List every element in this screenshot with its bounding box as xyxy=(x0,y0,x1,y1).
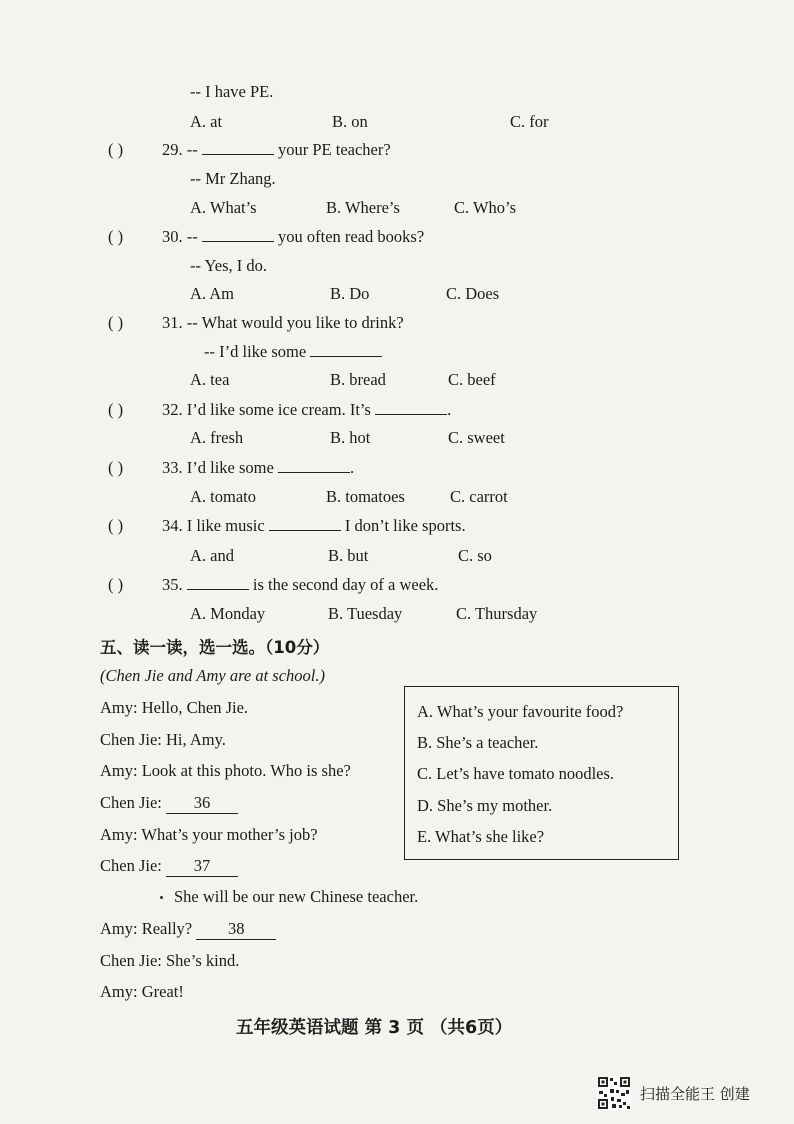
choice-c: C. Let’s have tomato noodles. xyxy=(417,764,615,783)
dialogue-line-3: Amy: Look at this photo. Who is she? xyxy=(100,761,351,780)
q31-option-a: A. tea xyxy=(190,370,230,389)
q32-stem xyxy=(162,400,451,420)
q34-stem-text: 34. I like music xyxy=(162,516,265,535)
q30-answer-paren[interactable]: ( ) xyxy=(108,227,124,246)
ink-dot xyxy=(160,896,163,899)
choice-d: D. She’s my mother. xyxy=(417,796,553,815)
q29-blank[interactable] xyxy=(202,140,274,155)
dialogue-line-4 xyxy=(100,793,238,814)
q33-stem-text: 33. I’d like some xyxy=(162,458,274,477)
q30-stem xyxy=(162,227,424,247)
q32-period: . xyxy=(447,400,452,419)
q35-option-c: C. Thursday xyxy=(456,604,538,623)
q31-option-c: C. beef xyxy=(448,370,496,389)
q28-option-c: C. for xyxy=(510,112,549,131)
answer-choices-box xyxy=(404,686,679,860)
q33-option-a: A. tomato xyxy=(190,487,256,506)
q33-blank[interactable] xyxy=(278,458,350,473)
q30-option-b: B. Do xyxy=(330,284,370,303)
q28-option-a: A. at xyxy=(190,112,223,131)
dialogue-speaker: Amy: Really? xyxy=(100,919,193,938)
dialogue-line-6 xyxy=(100,856,238,877)
q35-stem-text: is the second day of a week. xyxy=(252,575,439,594)
q34-option-b: B. but xyxy=(328,546,369,565)
bleed-through-text xyxy=(460,250,463,266)
scanner-watermark-label: 扫描全能王 创建 xyxy=(640,1085,750,1103)
q34-blank[interactable] xyxy=(269,516,341,531)
q29-option-c: C. Who’s xyxy=(454,198,517,217)
q31-answer-paren[interactable]: ( ) xyxy=(108,313,124,332)
q32-stem-text: 32. I’d like some ice cream. It’s xyxy=(162,400,371,419)
dialogue-line-5: Amy: What’s your mother’s job? xyxy=(100,825,318,844)
q35-answer-paren[interactable]: ( ) xyxy=(108,575,124,594)
q33-option-b: B. tomatoes xyxy=(326,487,405,506)
q31-option-b: B. bread xyxy=(330,370,386,389)
page-footer: 五年级英语试题 第 3 页 （共6页） xyxy=(236,1018,513,1038)
q30-number: 30. -- xyxy=(162,227,198,246)
q35-option-b: B. Tuesday xyxy=(328,604,403,623)
q32-blank[interactable] xyxy=(375,400,447,415)
q34-option-c: C. so xyxy=(458,546,492,565)
q31-blank[interactable] xyxy=(310,342,382,357)
choice-a: A. What’s your favourite food? xyxy=(417,702,624,721)
q34-stem-tail: I don’t like sports. xyxy=(344,516,466,535)
q30-option-a: A. Am xyxy=(190,284,235,303)
q32-answer-paren[interactable]: ( ) xyxy=(108,400,124,419)
q29-number: 29. -- xyxy=(162,140,198,159)
q33-stem xyxy=(162,458,354,478)
q34-answer-paren[interactable]: ( ) xyxy=(108,516,124,535)
q29-stem-text: your PE teacher? xyxy=(278,140,391,159)
dialogue-speaker: Chen Jie: xyxy=(100,856,162,875)
section-5-title: 五、读一读，选一选。（10分） xyxy=(100,638,330,657)
q31-reply xyxy=(204,342,382,362)
q29-reply: -- Mr Zhang. xyxy=(190,169,276,188)
q30-option-c: C. Does xyxy=(446,284,500,303)
dialogue-line-7: She will be our new Chinese teacher. xyxy=(174,887,419,906)
q32-option-b: B. hot xyxy=(330,428,371,447)
q33-option-c: C. carrot xyxy=(450,487,508,506)
q35-number: 35. xyxy=(162,575,183,594)
q33-answer-paren[interactable]: ( ) xyxy=(108,458,124,477)
dialogue-line-10: Amy: Great! xyxy=(100,982,184,1001)
q31-stem: 31. -- What would you like to drink? xyxy=(162,313,404,332)
q34-option-a: A. and xyxy=(190,546,234,565)
section-5-context: (Chen Jie and Amy are at school.) xyxy=(100,666,325,685)
dialogue-line-9: Chen Jie: She’s kind. xyxy=(100,951,240,970)
q29-stem xyxy=(162,140,391,160)
q32-option-a: A. fresh xyxy=(190,428,244,447)
q33-period: . xyxy=(349,458,355,477)
blank-38[interactable]: 38 xyxy=(196,919,276,940)
q29-option-a: A. What’s xyxy=(190,198,257,217)
q30-stem-text: you often read books? xyxy=(278,227,425,246)
dialogue-line-2: Chen Jie: Hi, Amy. xyxy=(100,730,226,749)
q28-answer-line: -- I have PE. xyxy=(190,82,274,101)
blank-37[interactable]: 37 xyxy=(166,856,238,877)
dialogue-line-1: Amy: Hello, Chen Jie. xyxy=(100,698,249,717)
q29-option-b: B. Where’s xyxy=(326,198,400,217)
choice-b: B. She’s a teacher. xyxy=(417,733,539,752)
q29-answer-paren[interactable]: ( ) xyxy=(108,140,124,159)
q35-stem xyxy=(162,575,438,595)
q31-reply-text: -- I’d like some xyxy=(204,342,307,361)
q35-blank[interactable] xyxy=(187,575,249,590)
q28-option-b: B. on xyxy=(332,112,368,131)
blank-36[interactable]: 36 xyxy=(166,793,238,814)
qr-code-icon xyxy=(597,1076,631,1110)
dialogue-speaker: Chen Jie: xyxy=(100,793,162,812)
dialogue-line-8 xyxy=(100,919,276,940)
q30-reply: -- Yes, I do. xyxy=(190,256,268,275)
q35-option-a: A. Monday xyxy=(190,604,266,623)
q30-blank[interactable] xyxy=(202,227,274,242)
q32-option-c: C. sweet xyxy=(448,428,505,447)
q34-stem xyxy=(162,516,466,536)
choice-e: E. What’s she like? xyxy=(417,827,545,846)
